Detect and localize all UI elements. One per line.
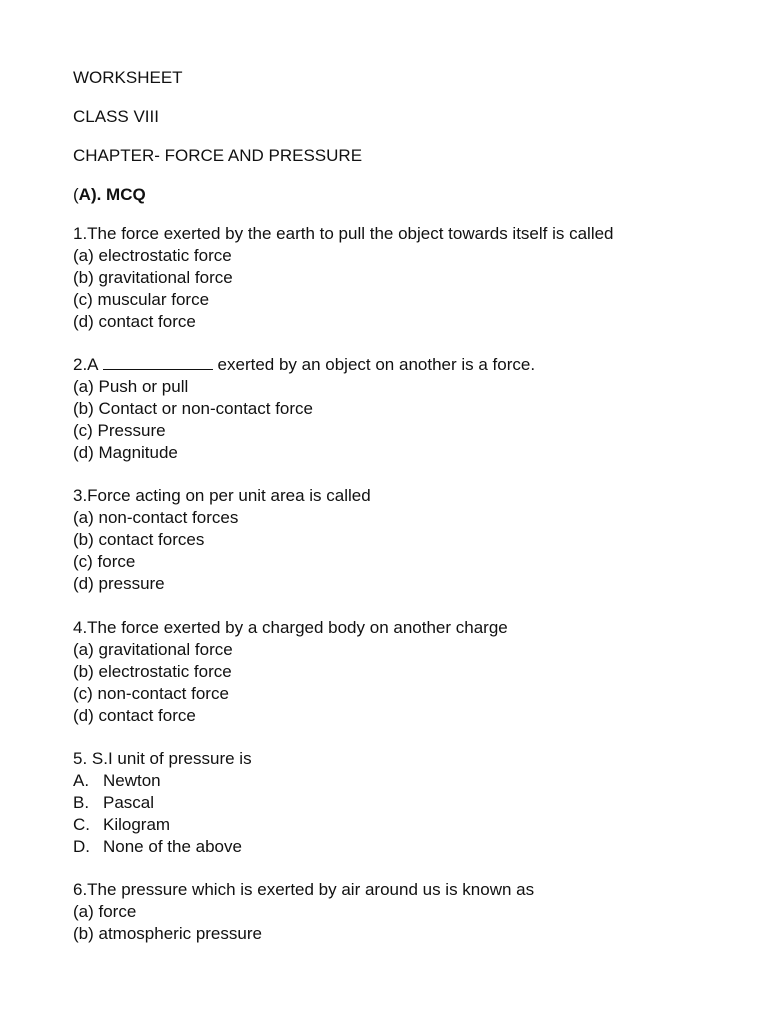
question-4-option-c: (c) non-contact force	[73, 684, 229, 703]
question-6-text: 6.The pressure which is exerted by air around us is known as	[73, 880, 535, 899]
question-6-option-a: (a) force	[73, 902, 137, 921]
question-2-option-b: (b) Contact or non-contact force	[73, 399, 314, 418]
question-4-option-a: (a) gravitational force	[73, 640, 233, 659]
question-4-text: 4.The force exerted by a charged body on another charge	[73, 618, 508, 637]
question-1-option-d: (d) contact force	[73, 312, 196, 331]
option-label: Kilogram	[103, 815, 171, 834]
question-4-option-b: (b) electrostatic force	[73, 662, 232, 681]
question-5-option-c	[73, 814, 170, 836]
question-1-option-a: (a) electrostatic force	[73, 246, 232, 265]
section-label: A). MCQ	[78, 185, 146, 204]
page-title: WORKSHEET	[73, 68, 183, 87]
option-label: Pascal	[103, 793, 155, 812]
option-label: None of the above	[103, 837, 242, 856]
question-3-option-b: (b) contact forces	[73, 530, 205, 549]
section-heading	[73, 184, 146, 206]
option-letter: A.	[73, 771, 90, 790]
question-2-text	[73, 354, 535, 376]
question-1-text: 1.The force exerted by the earth to pull the object towards itself is called	[73, 224, 614, 243]
question-6-option-b: (b) atmospheric pressure	[73, 924, 262, 943]
option-letter: D.	[73, 837, 90, 856]
question-4-option-d: (d) contact force	[73, 706, 196, 725]
question-2-option-c: (c) Pressure	[73, 421, 166, 440]
question-3-option-d: (d) pressure	[73, 574, 165, 593]
chapter-title: CHAPTER- FORCE AND PRESSURE	[73, 146, 363, 165]
question-2-option-a: (a) Push or pull	[73, 377, 189, 396]
question-5-option-a	[73, 770, 161, 792]
question-1-option-b: (b) gravitational force	[73, 268, 233, 287]
question-2-text-after: exerted by an object on another is a force.	[217, 355, 536, 374]
class-label: CLASS VIII	[73, 107, 159, 126]
question-2-option-d: (d) Magnitude	[73, 443, 178, 462]
option-letter: B.	[73, 793, 90, 812]
question-5-option-d	[73, 836, 242, 858]
question-5-text: 5. S.I unit of pressure is	[73, 749, 252, 768]
question-2-text-before: 2.A	[73, 355, 99, 374]
section-paren: (	[73, 185, 79, 204]
option-letter: C.	[73, 815, 90, 834]
fill-in-blank	[103, 354, 213, 370]
question-3-text: 3.Force acting on per unit area is called	[73, 486, 371, 505]
question-3-option-a: (a) non-contact forces	[73, 508, 239, 527]
option-label: Newton	[103, 771, 161, 790]
question-5-option-b	[73, 792, 154, 814]
question-3-option-c: (c) force	[73, 552, 136, 571]
question-1-option-c: (c) muscular force	[73, 290, 210, 309]
